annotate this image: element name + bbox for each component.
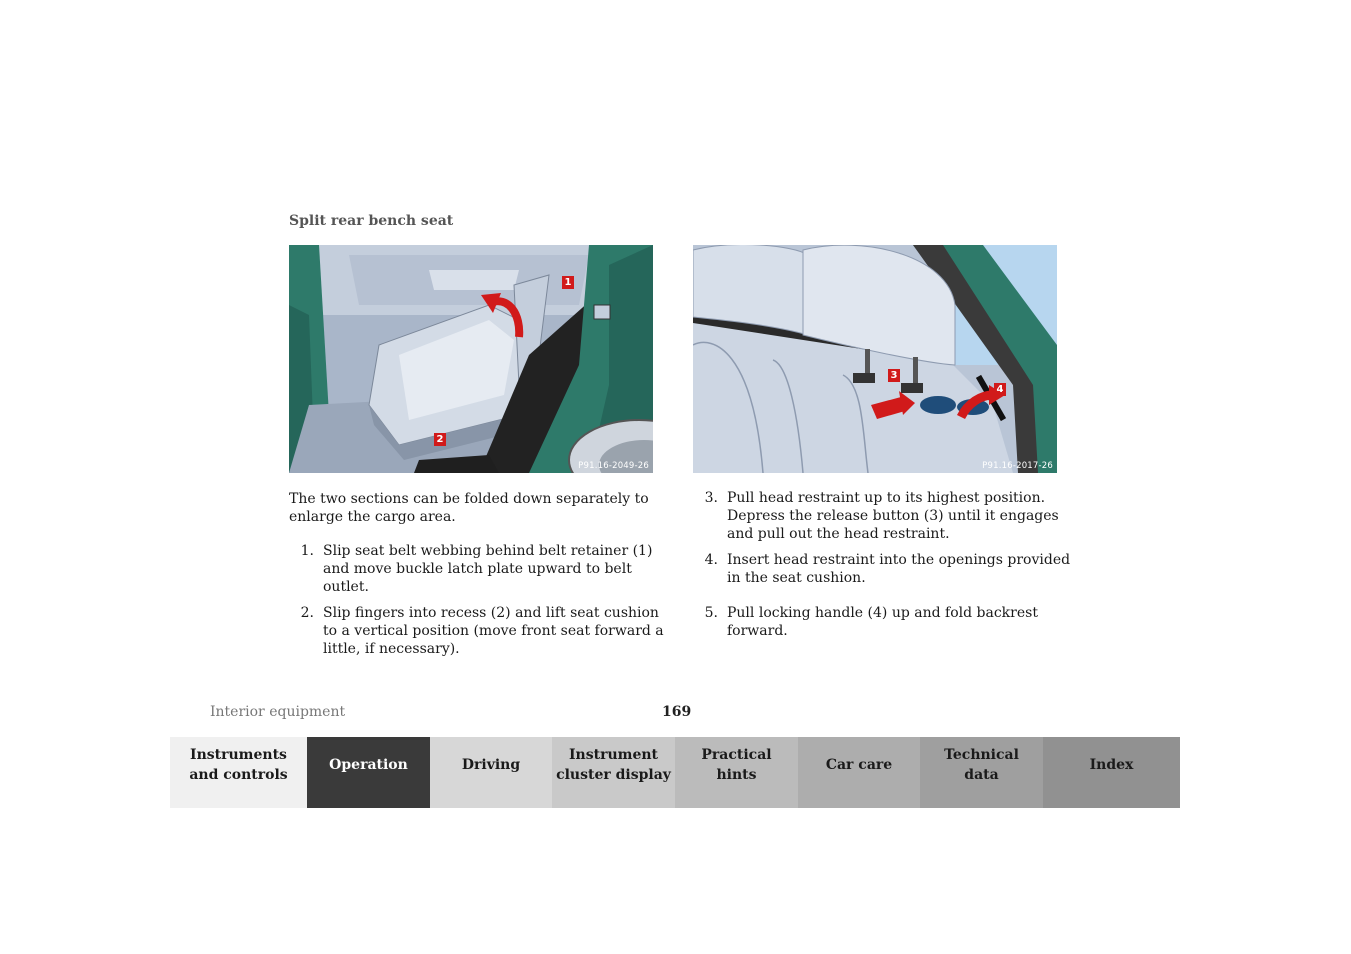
step-item — [693, 489, 1083, 543]
step-text: Insert head restraint into the openings provided in the seat cushion. — [727, 552, 1071, 586]
tab-index[interactable] — [1043, 737, 1180, 808]
figure-seat-cushion — [289, 245, 653, 473]
tab-label: Car care — [825, 756, 893, 773]
tab-label: Instruments and controls — [189, 746, 288, 783]
step-text: Pull head restraint up to its highest position. Depress the release button (3) until it engages and pull out the head restraint. — [727, 490, 1059, 542]
tab-label: Driving — [461, 756, 521, 773]
tab-technical-data[interactable] — [920, 737, 1043, 808]
callout-2: 2 — [434, 433, 446, 446]
tab-label: Operation — [329, 756, 408, 773]
tab-instrument-cluster-display[interactable] — [552, 737, 675, 808]
tab-operation[interactable] — [307, 737, 430, 808]
tab-practical-hints[interactable] — [675, 737, 798, 808]
tab-car-care[interactable] — [798, 737, 920, 808]
steps-list — [693, 489, 1083, 640]
section-title: Split rear bench seat — [289, 213, 454, 229]
tab-label: Technical data — [944, 746, 1019, 783]
figure-head-restraint — [693, 245, 1057, 473]
footer-section-name: Interior equipment — [210, 704, 346, 720]
seat-cushion-illustration — [289, 245, 653, 473]
tab-instruments-and-controls[interactable] — [170, 737, 307, 808]
right-column — [693, 489, 1083, 648]
step-number: 3. — [704, 490, 718, 506]
chapter-navigation — [170, 737, 1180, 808]
tab-driving[interactable] — [430, 737, 552, 808]
step-number: 4. — [704, 552, 718, 568]
step-item — [289, 542, 669, 596]
callout-1: 1 — [562, 276, 574, 289]
left-column — [289, 490, 669, 666]
figure-code: P91.16-2017-26 — [982, 461, 1053, 471]
step-item — [289, 604, 669, 658]
step-number: 1. — [300, 543, 314, 559]
step-text: Slip seat belt webbing behind belt retainer (1) and move buckle latch plate upward to belt outlet. — [323, 543, 653, 595]
step-number: 5. — [704, 605, 718, 621]
step-text: Pull locking handle (4) up and fold backrest forward. — [727, 605, 1038, 639]
tab-label: Instrument cluster display — [556, 746, 671, 783]
step-item — [693, 604, 1083, 640]
page-number: 169 — [662, 704, 692, 720]
callout-3: 3 — [888, 369, 900, 382]
step-item — [693, 551, 1083, 587]
steps-list — [289, 542, 669, 658]
figure-code: P91.16-2049-26 — [578, 461, 649, 471]
tab-label: Index — [1089, 756, 1134, 773]
tab-label: Practical hints — [701, 746, 772, 783]
step-number: 2. — [300, 605, 314, 621]
intro-text: The two sections can be folded down separately to enlarge the cargo area. — [289, 491, 649, 525]
callout-4: 4 — [994, 383, 1006, 396]
head-restraint-illustration — [693, 245, 1057, 473]
step-text: Slip fingers into recess (2) and lift seat cushion to a vertical position (move front seat forward a little, if necessary). — [323, 605, 664, 657]
